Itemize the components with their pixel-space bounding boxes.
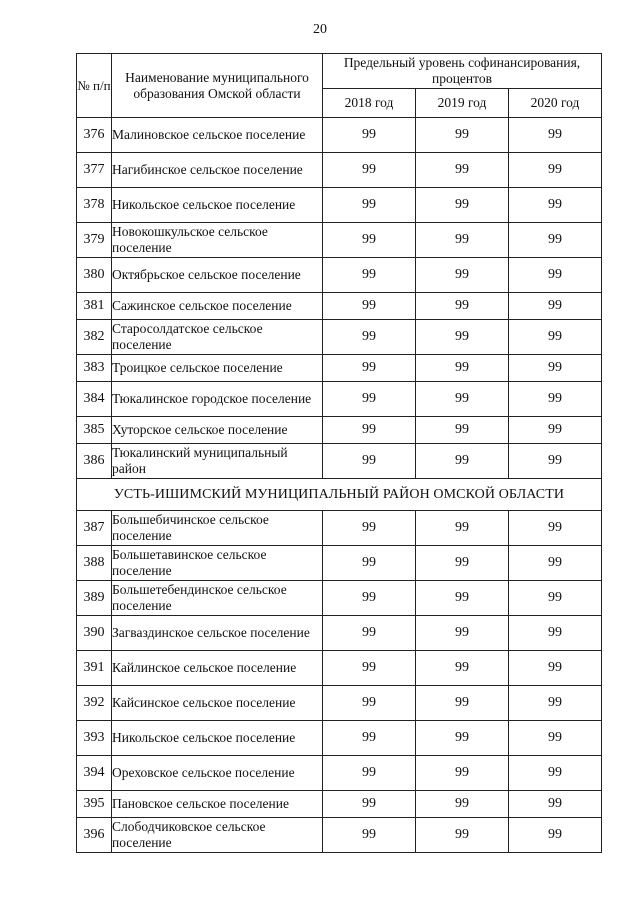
row-number: 388 xyxy=(77,546,112,581)
table-body xyxy=(77,118,602,853)
table-row xyxy=(77,818,602,853)
cofinancing-value-2019: 99 xyxy=(416,355,509,382)
cofinancing-value-2020: 99 xyxy=(509,118,602,153)
cofinancing-value-2018: 99 xyxy=(323,546,416,581)
table-row xyxy=(77,791,602,818)
municipality-name: Троицкое сельское поселение xyxy=(112,355,323,382)
row-number: 379 xyxy=(77,223,112,258)
cofinancing-value-2020: 99 xyxy=(509,756,602,791)
municipality-name: Никольское сельское поселение xyxy=(112,188,323,223)
row-number: 393 xyxy=(77,721,112,756)
cofinancing-value-2019: 99 xyxy=(416,444,509,479)
cofinancing-value-2020: 99 xyxy=(509,581,602,616)
cofinancing-value-2019: 99 xyxy=(416,686,509,721)
cofinancing-value-2019: 99 xyxy=(416,791,509,818)
row-number: 396 xyxy=(77,818,112,853)
row-number: 376 xyxy=(77,118,112,153)
header-number: № п/п xyxy=(77,54,112,118)
municipality-name: Октябрьское сельское поселение xyxy=(112,258,323,293)
cofinancing-table xyxy=(76,53,602,853)
cofinancing-value-2020: 99 xyxy=(509,153,602,188)
cofinancing-value-2018: 99 xyxy=(323,188,416,223)
cofinancing-value-2020: 99 xyxy=(509,355,602,382)
table-row xyxy=(77,188,602,223)
cofinancing-value-2019: 99 xyxy=(416,511,509,546)
municipality-name: Сажинское сельское поселение xyxy=(112,293,323,320)
cofinancing-value-2018: 99 xyxy=(323,355,416,382)
cofinancing-value-2020: 99 xyxy=(509,616,602,651)
cofinancing-value-2019: 99 xyxy=(416,153,509,188)
municipality-name: Кайлинское сельское поселение xyxy=(112,651,323,686)
municipality-name: Тюкалинский муниципальный район xyxy=(112,444,323,479)
section-title: УСТЬ-ИШИМСКИЙ МУНИЦИПАЛЬНЫЙ РАЙОН ОМСКОЙ ОБЛАСТИ xyxy=(77,479,602,511)
cofinancing-value-2018: 99 xyxy=(323,320,416,355)
cofinancing-value-2020: 99 xyxy=(509,546,602,581)
cofinancing-value-2018: 99 xyxy=(323,258,416,293)
table-row xyxy=(77,581,602,616)
cofinancing-value-2019: 99 xyxy=(416,616,509,651)
cofinancing-value-2020: 99 xyxy=(509,651,602,686)
cofinancing-value-2019: 99 xyxy=(416,546,509,581)
municipality-name: Пановское сельское поселение xyxy=(112,791,323,818)
table-row xyxy=(77,651,602,686)
cofinancing-value-2020: 99 xyxy=(509,258,602,293)
cofinancing-value-2020: 99 xyxy=(509,223,602,258)
cofinancing-value-2018: 99 xyxy=(323,721,416,756)
cofinancing-value-2018: 99 xyxy=(323,791,416,818)
municipality-name: Большетебендинское сельское поселение xyxy=(112,581,323,616)
row-number: 377 xyxy=(77,153,112,188)
municipality-name: Кайсинское сельское поселение xyxy=(112,686,323,721)
table-row xyxy=(77,686,602,721)
cofinancing-value-2019: 99 xyxy=(416,223,509,258)
row-number: 385 xyxy=(77,417,112,444)
cofinancing-value-2018: 99 xyxy=(323,118,416,153)
cofinancing-value-2018: 99 xyxy=(323,293,416,320)
cofinancing-value-2019: 99 xyxy=(416,118,509,153)
cofinancing-value-2019: 99 xyxy=(416,818,509,853)
cofinancing-value-2018: 99 xyxy=(323,651,416,686)
row-number: 395 xyxy=(77,791,112,818)
cofinancing-value-2020: 99 xyxy=(509,444,602,479)
header-year-2018: 2018 год xyxy=(323,89,416,118)
section-row xyxy=(77,479,602,511)
cofinancing-value-2019: 99 xyxy=(416,293,509,320)
table-row xyxy=(77,444,602,479)
row-number: 389 xyxy=(77,581,112,616)
row-number: 386 xyxy=(77,444,112,479)
municipality-name: Старосолдатское сельское поселение xyxy=(112,320,323,355)
cofinancing-value-2018: 99 xyxy=(323,153,416,188)
table-row xyxy=(77,355,602,382)
cofinancing-value-2019: 99 xyxy=(416,651,509,686)
header-cofinancing-level: Предельный уровень софинансирования, процентов xyxy=(323,54,602,89)
cofinancing-value-2020: 99 xyxy=(509,791,602,818)
cofinancing-value-2019: 99 xyxy=(416,417,509,444)
row-number: 384 xyxy=(77,382,112,417)
row-number: 380 xyxy=(77,258,112,293)
municipality-name: Хуторское сельское поселение xyxy=(112,417,323,444)
header-year-2020: 2020 год xyxy=(509,89,602,118)
table-row xyxy=(77,223,602,258)
cofinancing-value-2019: 99 xyxy=(416,320,509,355)
cofinancing-value-2018: 99 xyxy=(323,223,416,258)
table-header xyxy=(77,54,602,118)
row-number: 387 xyxy=(77,511,112,546)
table-row xyxy=(77,118,602,153)
cofinancing-value-2020: 99 xyxy=(509,320,602,355)
cofinancing-value-2019: 99 xyxy=(416,756,509,791)
municipality-name: Большебичинское сельское поселение xyxy=(112,511,323,546)
cofinancing-value-2018: 99 xyxy=(323,511,416,546)
municipality-name: Нагибинское сельское поселение xyxy=(112,153,323,188)
cofinancing-value-2020: 99 xyxy=(509,382,602,417)
table-row xyxy=(77,546,602,581)
municipality-name: Малиновское сельское поселение xyxy=(112,118,323,153)
cofinancing-value-2018: 99 xyxy=(323,756,416,791)
municipality-name: Ореховское сельское поселение xyxy=(112,756,323,791)
cofinancing-value-2018: 99 xyxy=(323,686,416,721)
page-number: 20 xyxy=(313,22,327,37)
cofinancing-value-2020: 99 xyxy=(509,293,602,320)
cofinancing-value-2019: 99 xyxy=(416,721,509,756)
municipality-name: Никольское сельское поселение xyxy=(112,721,323,756)
table-row xyxy=(77,721,602,756)
cofinancing-value-2020: 99 xyxy=(509,686,602,721)
municipality-name: Тюкалинское городское поселение xyxy=(112,382,323,417)
municipality-name: Слободчиковское сельское поселение xyxy=(112,818,323,853)
cofinancing-value-2020: 99 xyxy=(509,417,602,444)
cofinancing-value-2020: 99 xyxy=(509,511,602,546)
cofinancing-value-2019: 99 xyxy=(416,382,509,417)
row-number: 383 xyxy=(77,355,112,382)
header-year-2019: 2019 год xyxy=(416,89,509,118)
table-row xyxy=(77,417,602,444)
header-municipality-name: Наименование муниципального образования Омской области xyxy=(112,54,323,118)
table-row xyxy=(77,756,602,791)
table-row xyxy=(77,511,602,546)
table-row xyxy=(77,616,602,651)
table-row xyxy=(77,382,602,417)
cofinancing-value-2019: 99 xyxy=(416,188,509,223)
cofinancing-value-2019: 99 xyxy=(416,581,509,616)
municipality-name: Новокошкульское сельское поселение xyxy=(112,223,323,258)
cofinancing-value-2018: 99 xyxy=(323,444,416,479)
municipality-name: Загваздинское сельское поселение xyxy=(112,616,323,651)
table-row xyxy=(77,258,602,293)
cofinancing-value-2018: 99 xyxy=(323,417,416,444)
cofinancing-value-2020: 99 xyxy=(509,818,602,853)
cofinancing-value-2018: 99 xyxy=(323,581,416,616)
row-number: 378 xyxy=(77,188,112,223)
row-number: 381 xyxy=(77,293,112,320)
cofinancing-value-2020: 99 xyxy=(509,721,602,756)
row-number: 391 xyxy=(77,651,112,686)
table-row xyxy=(77,293,602,320)
cofinancing-value-2019: 99 xyxy=(416,258,509,293)
table-row xyxy=(77,320,602,355)
row-number: 394 xyxy=(77,756,112,791)
cofinancing-value-2018: 99 xyxy=(323,818,416,853)
cofinancing-value-2018: 99 xyxy=(323,382,416,417)
row-number: 382 xyxy=(77,320,112,355)
cofinancing-value-2018: 99 xyxy=(323,616,416,651)
table-row xyxy=(77,153,602,188)
row-number: 392 xyxy=(77,686,112,721)
municipality-name: Большетавинское сельское поселение xyxy=(112,546,323,581)
cofinancing-value-2020: 99 xyxy=(509,188,602,223)
row-number: 390 xyxy=(77,616,112,651)
